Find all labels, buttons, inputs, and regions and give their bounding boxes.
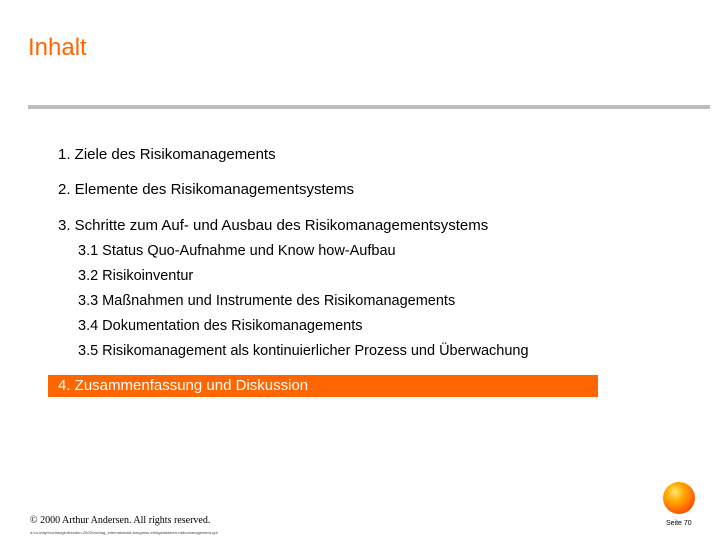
toc-item-4-highlight <box>48 375 598 397</box>
toc-subitem-3-2: 3.2 Risikoinventur <box>78 268 194 284</box>
toc-subitem-3-3: 3.3 Maßnahmen und Instrumente des Risikomanagements <box>78 293 456 309</box>
page-number: Seite 70 <box>666 520 692 527</box>
title-divider <box>28 105 710 109</box>
page-title: Inhalt <box>28 34 87 61</box>
toc-item-1: 1. Ziele des Risikomanagements <box>58 146 276 163</box>
toc-subitem-3-4: 3.4 Dokumentation des Risikomanagements <box>78 318 363 334</box>
orange-sphere-logo-icon <box>663 482 695 514</box>
toc-item-2: 2. Elemente des Risikomanagementsystems <box>58 181 354 198</box>
toc-subitem-3-1: 3.1 Status Quo-Aufnahme und Know how-Aufbau <box>78 243 396 259</box>
copyright-notice: © 2000 Arthur Andersen. All rights reserved. <box>30 515 211 526</box>
file-path: d:\m-mayr\vortraege\dresden-2000\vortrag_internationale-kongress-erfolgsfaktoren-risikomanagement.ppt <box>30 530 218 535</box>
toc-subitem-3-5: 3.5 Risikomanagement als kontinuierlicher Prozess und Überwachung <box>78 343 529 359</box>
toc-item-3: 3. Schritte zum Auf- und Ausbau des Risikomanagementsystems <box>58 217 489 234</box>
toc-item-4: 4. Zusammenfassung und Diskussion <box>58 377 309 394</box>
